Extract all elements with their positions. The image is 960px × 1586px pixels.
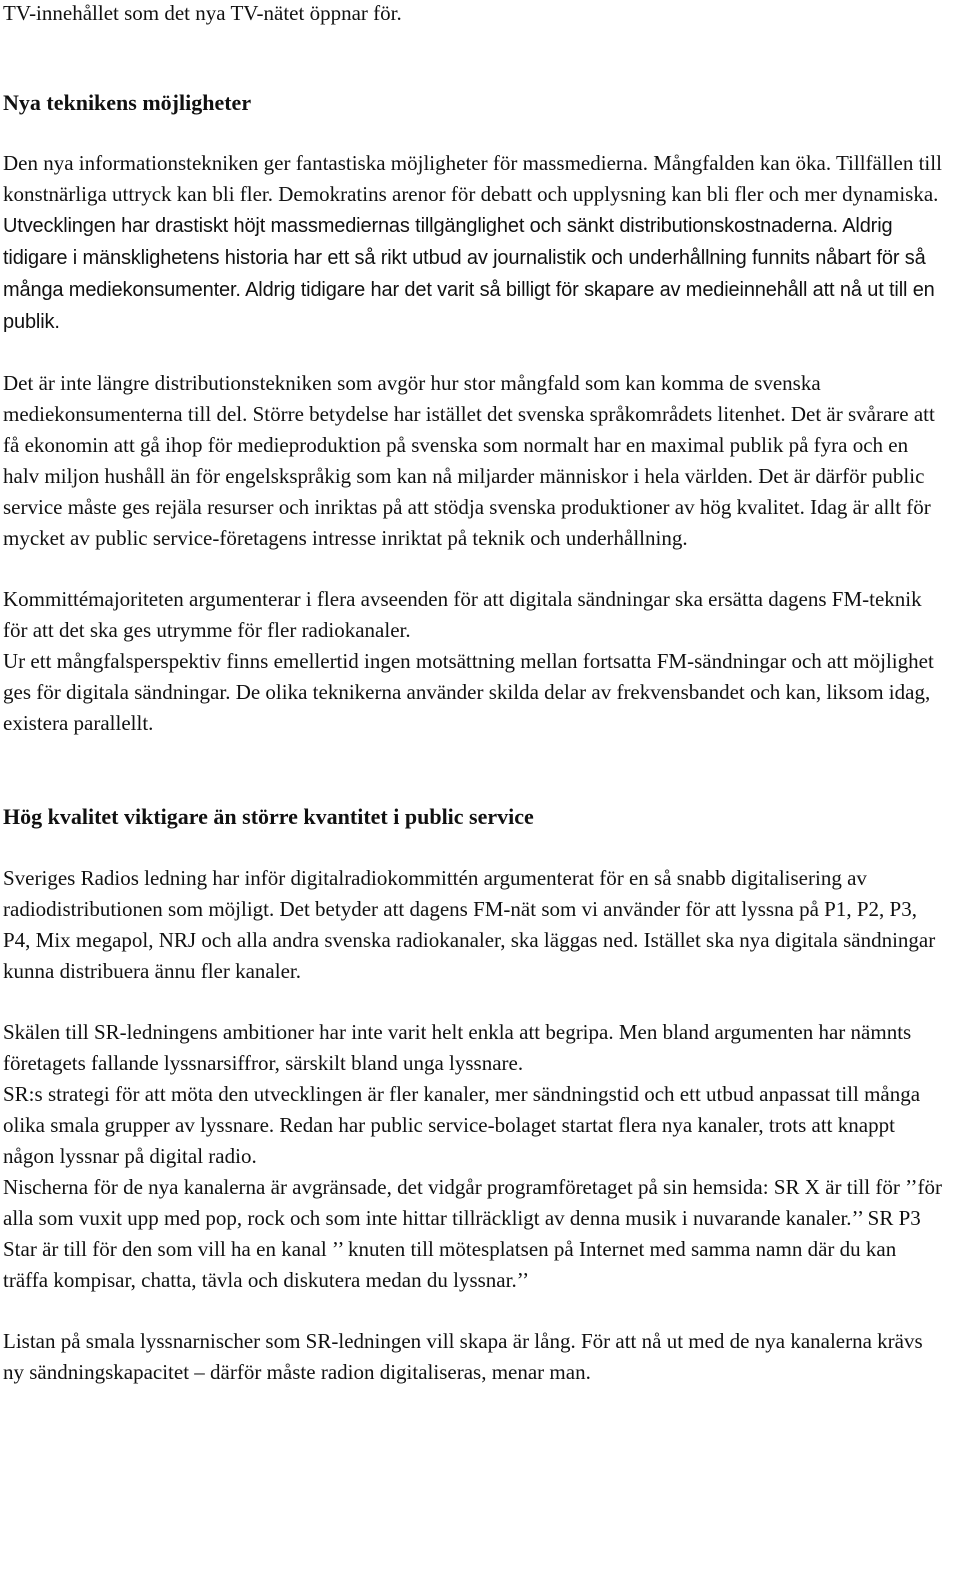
continued-sentence: TV-innehållet som det nya TV-nätet öppnar för.: [3, 1, 402, 25]
paragraph-distribution: Det är inte längre distributionstekniken som avgör hur stor mångfald som kan komma de svenska mediekonsumenterna till del. Större betydelse har istället det svenska språkområdets litenhet. Det är svårare att få ekonomin att gå ihop för medieproduktion på svenska som normalt har en maximal publik på fyra och en halv miljon hushåll än för engelskspråkig som kan nå miljarder människor i hela världen. Det är därför public service måste ges rejäla resurser och inriktas på att stödja svenska produktioner av hög kvalitet. Idag är allt för mycket av public service-företagens intresse inriktat på teknik och underhållning.: [3, 371, 935, 550]
paragraph-list-of-niches: Listan på smala lyssnarnischer som SR-ledningen vill skapa är lång. För att nå ut med de nya kanalerna krävs ny sändningskapacitet – därför måste radion digitaliseras, menar man.: [3, 1329, 923, 1384]
paragraph-new-technology: [3, 148, 946, 338]
paragraph-sr-strategy: SR:s strategi för att möta den utvecklingen är fler kanaler, mer sändningstid och ett utbud anpassat till många olika smala grupper av lyssnare. Redan har public service-bolaget startat flera nya kanaler, trots att knappt någon lyssnar på digital radio.: [3, 1082, 921, 1168]
paragraph-sr-ambitions: Skälen till SR-ledningens ambitioner har inte varit helt enkla att begripa. Men bland argumenten har nämnts företagets fallande lyssnarsiffror, särskilt bland unga lyssnare.: [3, 1020, 912, 1075]
paragraph-serif-part: Den nya informationstekniken ger fantastiska möjligheter för massmedierna. Mångfalden kan öka. Tillfällen till konstnärliga uttryck kan bli fler. Demokratins arenor för debatt och upplysning kan bli fler och mer dynamiska.: [3, 151, 942, 206]
section-heading-quality: Hög kvalitet viktigare än större kvantitet i public service: [3, 804, 534, 829]
paragraph-sveriges-radio: Sveriges Radios ledning har inför digitalradiokommittén argumenterat för en så snabb digitalisering av radiodistributionen som möjligt. Det betyder att dagens FM-nät som vi använder för att lyssna på P1, P2, P3, P4, Mix megapol, NRJ och alla andra svenska radiokanaler, ska läggas ned. Istället ska nya digitala sändningar kunna distribuera ännu fler kanaler.: [3, 866, 936, 983]
section-heading-new-technology: Nya teknikens möjligheter: [3, 90, 252, 115]
paragraph-committee-majority: Kommittémajoriteten argumenterar i flera avseenden för att digitala sändningar ska ersätta dagens FM-teknik för att det ska ges utrymme för fler radiokanaler.: [3, 587, 922, 642]
paragraph-sans-part: Utvecklingen har drastiskt höjt massmediernas tillgänglighet och sänkt distributionskostnaderna. Aldrig tidigare i mänsklighetens historia har ett så rikt utbud av journalistik och underhållning funnits nåbart för så många mediekonsumenter. Aldrig tidigare har det varit så billigt för skapare av medieinnehåll att nå ut till en publik.: [3, 215, 935, 333]
paragraph-diversity-perspective: Ur ett mångfalsperspektiv finns emellertid ingen motsättning mellan fortsatta FM-sändningar och att möjlighet ges för digitala sändningar. De olika teknikerna använder skilda delar av frekvensbandet och kan, liksom idag, existera parallellt.: [3, 649, 934, 735]
paragraph-niches: Nischerna för de nya kanalerna är avgränsade, det vidgår programföretaget på sin hemsida: SR X är till för ’’för alla som vuxit upp med pop, rock och som inte hittar tillräckligt av denna musik i nuvarande kanaler.’’ SR P3 Star är till för den som vill ha en kanal ’’ knuten till mötesplatsen på Internet med samma namn där du kan träffa kompisar, chatta, tävla och diskutera medan du lyssnar.’’: [3, 1175, 942, 1292]
